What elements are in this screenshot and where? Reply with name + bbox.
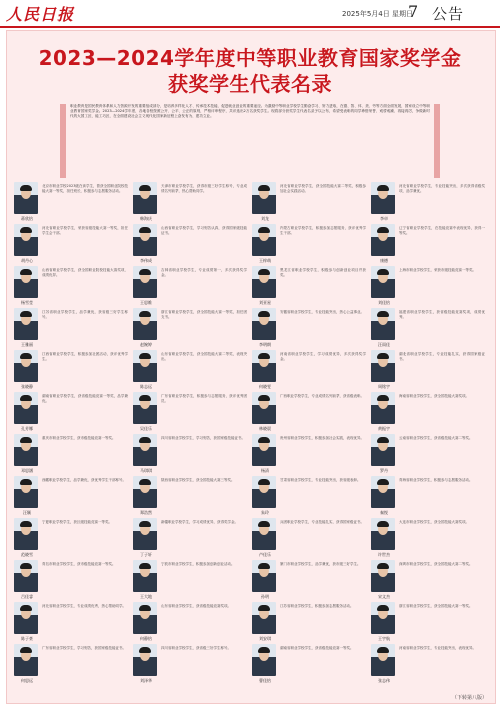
student-name: 黄振宇	[378, 426, 390, 431]
student-name: 张晓静	[21, 384, 33, 389]
student-photo	[14, 644, 38, 676]
student-name: 韩海庆	[140, 216, 152, 221]
student-card	[133, 476, 249, 520]
student-description: 广东省职业学校学生，积极参与志愿服务，获评优秀团员。	[161, 394, 247, 403]
student-photo	[14, 350, 38, 382]
student-name: 何思远	[21, 678, 33, 683]
student-photo	[133, 644, 157, 676]
intro-right-bar	[434, 104, 440, 178]
student-name: 李明朗	[259, 342, 271, 347]
student-name: 丁子轩	[140, 552, 152, 557]
student-photo	[252, 518, 276, 550]
student-card	[252, 308, 368, 352]
student-card	[14, 518, 130, 562]
student-name: 刘佳怡	[378, 300, 390, 305]
student-description: 山东省职业学校学生，获全国技能大赛二等奖，表现突出。	[161, 352, 247, 361]
student-description: 山东省职业学校学生，获省级技能竞赛奖项。	[161, 604, 231, 608]
student-card	[133, 182, 249, 226]
student-photo	[252, 224, 276, 256]
student-card	[14, 560, 130, 604]
student-photo	[14, 182, 38, 214]
student-photo	[371, 476, 395, 508]
student-card	[14, 602, 130, 646]
student-name: 李伟成	[140, 258, 152, 263]
student-card	[14, 644, 130, 688]
student-description: 浙江省职业学校学生，获全国技能大赛一等奖，担任团支书。	[161, 310, 247, 319]
student-card	[133, 266, 249, 310]
student-photo	[133, 182, 157, 214]
student-name: 刘安琪	[259, 636, 271, 641]
student-description: 上海市职业学校学生，荣获市级技能竞赛一等奖。	[399, 268, 476, 272]
student-description: 河北省职业学校学生，专业技能突出，多次获得省级奖项，品学兼优。	[399, 184, 485, 193]
student-name: 吕佳睿	[21, 594, 33, 599]
student-card	[14, 350, 130, 394]
student-description: 深圳市职业学校学生，获全国技能大赛二等奖。	[399, 562, 473, 566]
student-description: 辽宁省职业学校学生，在技能竞赛中表现优异，获得一等奖。	[399, 226, 485, 235]
student-description: 宁夏职业学校学生，获区级技能竞赛一等奖。	[42, 520, 112, 524]
student-card	[14, 224, 130, 268]
student-name: 蒋欣怡	[21, 216, 33, 221]
student-description: 厦门市职业学校学生，品学兼优，获市级三好学生。	[280, 562, 361, 566]
student-photo	[371, 266, 395, 298]
student-name: 孙明	[261, 594, 269, 599]
page-number: 7	[408, 2, 419, 21]
student-description: 湖南省职业学校学生，获省级技能竞赛一等奖。	[280, 646, 354, 650]
student-description: 河北省职业学校学生，专业成绩优秀，热心帮助同学。	[42, 604, 126, 608]
student-photo	[133, 392, 157, 424]
student-photo	[252, 560, 276, 592]
student-description: 浙江省职业学校学生，获全国技能大赛一等奖。	[399, 604, 473, 608]
student-card	[252, 392, 368, 436]
student-photo	[371, 182, 395, 214]
student-card	[371, 560, 487, 604]
student-name: 康德	[380, 258, 388, 263]
student-photo	[14, 308, 38, 340]
student-photo	[133, 476, 157, 508]
student-name: 朱玲	[261, 510, 269, 515]
student-card	[252, 224, 368, 268]
student-description: 内蒙古职业学校学生，积极参加志愿服务，获评优秀学生干部。	[280, 226, 366, 235]
student-description: 黑龙江省职业学校学生，积极参与创新创业项目并获奖。	[280, 268, 366, 277]
continued-note: （下转第八版）	[452, 695, 488, 701]
student-card	[133, 518, 249, 562]
student-name: 汪雨佳	[378, 342, 390, 347]
student-photo	[371, 308, 395, 340]
student-card	[252, 182, 368, 226]
student-photo	[133, 560, 157, 592]
student-card	[14, 392, 130, 436]
student-name: 宋文杰	[378, 594, 390, 599]
student-photo	[133, 308, 157, 340]
student-description: 湖北省职业学校学生，专业技能扎实，获得国家级证书。	[399, 352, 485, 361]
student-name: 罗丹	[380, 468, 388, 473]
student-card	[14, 308, 130, 352]
newspaper-masthead	[0, 0, 500, 28]
student-description: 福建省职业学校学生，获省级技能竞赛奖项，成绩优秀。	[399, 310, 485, 319]
student-description: 河北省职业学校学生，获全国技能大赛二等奖，积极参加社会实践活动。	[280, 184, 366, 193]
student-name: 周铭宇	[378, 384, 390, 389]
student-photo	[371, 560, 395, 592]
student-name: 杨雪莹	[21, 300, 33, 305]
student-name: 马琪琪	[140, 468, 152, 473]
student-description: 吉林省职业学校学生，专业成绩第一，多次获得奖学金。	[161, 268, 247, 277]
intro-left-bar	[60, 104, 66, 178]
student-description: 山西省职业学校学生，学习刻苦认真，获得国家级技能证书。	[161, 226, 247, 235]
student-name: 何晓雯	[259, 384, 271, 389]
student-photo	[252, 644, 276, 676]
student-description: 青海省职业学校学生，积极参与志愿服务活动。	[399, 478, 473, 482]
student-name: 曹佳怡	[259, 678, 271, 683]
student-photo	[133, 434, 157, 466]
student-description: 江苏省职业学校学生，品学兼优，获省级三好学生称号。	[42, 310, 128, 319]
student-description: 河北省职业学校学生，荣获省级技能大赛一等奖，担任学生会干部。	[42, 226, 128, 235]
student-card	[133, 350, 249, 394]
student-description: 山西省职业学校学生，获全国职业院校技能大赛奖项，成绩优异。	[42, 268, 128, 277]
student-name: 刘亚星	[259, 300, 271, 305]
student-description: 甘肃省职业学校学生，专业技能突出，获省级表彰。	[280, 478, 361, 482]
student-card	[133, 602, 249, 646]
student-name: 张志伟	[378, 678, 390, 683]
student-name: 王宇航	[378, 636, 390, 641]
student-name: 刘泽华	[140, 678, 152, 683]
student-description: 云南省职业学校学生，获省级技能大赛二等奖。	[399, 436, 473, 440]
student-photo	[14, 266, 38, 298]
student-name: 许世杰	[378, 552, 390, 557]
student-card	[371, 224, 487, 268]
student-photo	[252, 476, 276, 508]
student-name: 汪颖	[23, 510, 31, 515]
student-name: 秦悦	[380, 510, 388, 515]
student-name: 郑浩然	[140, 510, 152, 515]
section-name: 公告	[432, 5, 465, 23]
student-description: 广西职业学校学生，专业成绩名列前茅，获省级表彰。	[280, 394, 364, 398]
intro-paragraph: 职业教育是国民教育体系和人力资源开发的重要组成部分，是培养多样化人才、传承技术技能、促进就业创业的重要途径。为激励中等职业学校学生勤奋学习、努力进取，在德、智、体、美、劳等方面全面发展，国家设立中等职业教育国家奖学金。2023—2024学年度，各地各校按照公开、公平、公正的原则，严格评审程序，共评选出2万名获奖学生。现将部分获奖学生代表名录予以公布，希望受表彰的同学珍惜荣誉、戒骄戒躁、再接再厉，争做新时代的大国工匠、能工巧匠，在全面建设社会主义现代化国家新征程上奋发有为、建功立业。	[70, 104, 430, 119]
student-card	[371, 644, 487, 688]
student-name: 何静怡	[140, 636, 152, 641]
student-card	[252, 266, 368, 310]
student-description: 北京市职业学校2023级在读学生，曾获全国职业院校技能大赛一等奖，担任班长，积极参与志愿服务活动。	[42, 184, 128, 193]
student-description: 西藏职业学校学生，品学兼优，获优秀学生干部称号。	[42, 478, 126, 482]
student-photo	[14, 560, 38, 592]
student-card	[14, 434, 130, 478]
student-description: 四川省职业学校学生，获省级三好学生称号。	[161, 646, 231, 650]
student-name: 卢佳乐	[259, 552, 271, 557]
student-description: 海南省职业学校学生，获全国技能大赛奖项。	[399, 394, 469, 398]
student-name: 杨清	[261, 468, 269, 473]
student-photo	[371, 518, 395, 550]
student-photo	[252, 308, 276, 340]
student-card	[252, 476, 368, 520]
student-card	[133, 308, 249, 352]
student-description: 陕西省职业学校学生，获全国技能大赛三等奖。	[161, 478, 235, 482]
page-title-line-2: 获奖学生代表名录	[168, 72, 332, 96]
student-card	[133, 224, 249, 268]
student-photo	[252, 392, 276, 424]
student-photo	[252, 182, 276, 214]
student-card	[371, 602, 487, 646]
student-description: 河南省职业学校学生，学习成绩优异，多次获得奖学金。	[280, 352, 366, 361]
student-description: 贵州省职业学校学生，积极参加社会实践，表现优异。	[280, 436, 364, 440]
student-description: 重庆市职业学校学生，获市级技能竞赛一等奖。	[42, 436, 116, 440]
student-name: 刘龙	[261, 216, 269, 221]
student-name: 王梓萌	[259, 258, 271, 263]
student-card	[252, 518, 368, 562]
student-card	[252, 644, 368, 688]
student-photo	[14, 434, 38, 466]
student-photo	[371, 602, 395, 634]
student-description: 兵团职业学校学生，专业技能扎实，获得国家级证书。	[280, 520, 364, 524]
student-card	[133, 644, 249, 688]
student-card	[133, 560, 249, 604]
student-description: 江苏省职业学校学生，积极参加志愿服务活动。	[280, 604, 354, 608]
student-description: 天津市职业学校学生，获得市级三好学生称号，专业成绩名列前茅，热心帮助同学。	[161, 184, 247, 193]
student-card	[371, 350, 487, 394]
student-name: 吴佳乐	[140, 426, 152, 431]
student-card	[371, 518, 487, 562]
student-description: 大连市职业学校学生，获全国技能大赛奖项。	[399, 520, 469, 524]
student-name: 陈志远	[140, 384, 152, 389]
student-description: 广东省职业学校学生，学习刻苦，获国家级技能证书。	[42, 646, 126, 650]
student-description: 宁波市职业学校学生，积极参加创新创业活动。	[161, 562, 235, 566]
student-card	[14, 182, 130, 226]
student-card	[371, 476, 487, 520]
page-title-line-1: 2023—2024学年度中等职业教育国家奖学金	[38, 46, 462, 70]
student-photo	[252, 266, 276, 298]
student-photo	[371, 224, 395, 256]
student-name: 胡丹心	[21, 258, 33, 263]
student-photo	[14, 476, 38, 508]
student-name: 王大地	[140, 594, 152, 599]
student-photo	[371, 350, 395, 382]
student-name: 孔芳娜	[21, 426, 33, 431]
student-photo	[252, 602, 276, 634]
student-card	[14, 476, 130, 520]
student-card	[133, 392, 249, 436]
student-card	[252, 350, 368, 394]
student-photo	[133, 350, 157, 382]
student-photo	[252, 434, 276, 466]
student-name: 赵婉婷	[140, 342, 152, 347]
student-description: 青岛市职业学校学生，获市级技能竞赛一等奖。	[42, 562, 116, 566]
student-photo	[14, 602, 38, 634]
student-photo	[133, 224, 157, 256]
student-photo	[14, 392, 38, 424]
issue-date: 2025年5月4日 星期日	[342, 10, 413, 18]
student-name: 王雅丽	[21, 342, 33, 347]
student-name: 范晓雪	[21, 552, 33, 557]
student-card	[252, 434, 368, 478]
student-card	[371, 392, 487, 436]
student-photo	[371, 644, 395, 676]
student-card	[371, 182, 487, 226]
student-name: 王思维	[140, 300, 152, 305]
student-description: 新疆职业学校学生，学习成绩优异，获得奖学金。	[161, 520, 238, 524]
student-card	[371, 266, 487, 310]
student-card	[371, 308, 487, 352]
student-card	[252, 602, 368, 646]
student-card	[14, 266, 130, 310]
student-description: 四川省职业学校学生，学习刻苦，获国家级技能证书。	[161, 436, 245, 440]
student-name: 李卓	[380, 216, 388, 221]
student-photo	[371, 434, 395, 466]
newspaper-logo: 人民日报	[6, 5, 75, 24]
student-description: 安徽省职业学校学生，专业技能突出，热心公益事业。	[280, 310, 364, 314]
student-card	[252, 560, 368, 604]
student-description: 湖南省职业学校学生，获省级技能竞赛一等奖，品学兼优。	[42, 394, 128, 403]
student-photo	[252, 350, 276, 382]
student-name: 陈子豪	[21, 636, 33, 641]
student-photo	[371, 392, 395, 424]
student-photo	[133, 266, 157, 298]
student-name: 林晓晨	[259, 426, 271, 431]
student-description: 河南省职业学校学生，专业技能突出，表现优异。	[399, 646, 476, 650]
student-card	[371, 434, 487, 478]
student-grid	[14, 182, 490, 692]
student-name: 邓思涵	[21, 468, 33, 473]
student-photo	[14, 224, 38, 256]
student-photo	[133, 602, 157, 634]
student-photo	[14, 518, 38, 550]
student-photo	[133, 518, 157, 550]
student-card	[133, 434, 249, 478]
student-description: 江西省职业学校学生，积极参加社团活动，获评优秀学生。	[42, 352, 128, 361]
